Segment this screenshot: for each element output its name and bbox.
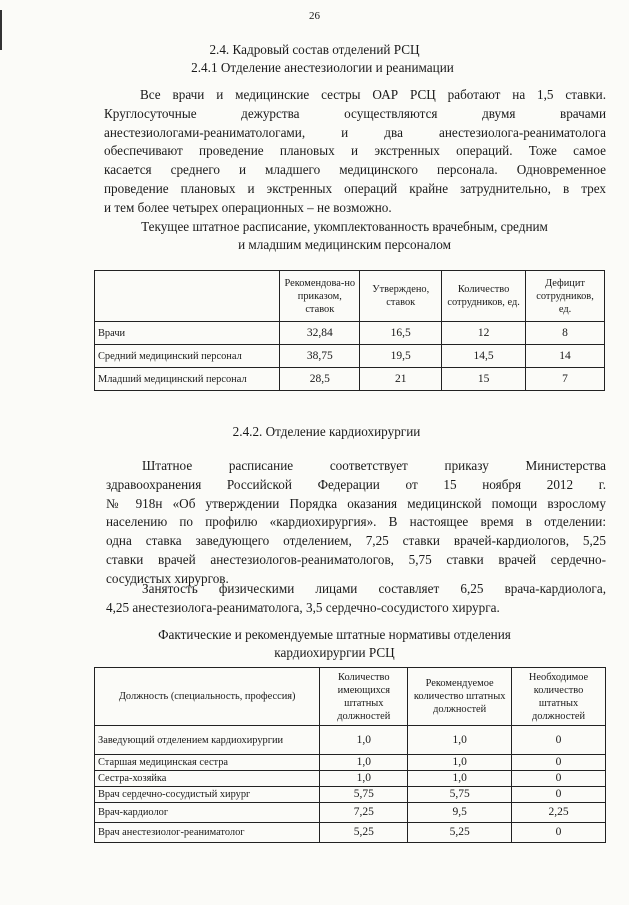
caption-line: Текущее штатное расписание, укомплектованность врачебным, средним <box>141 219 548 234</box>
paragraph-line: одна ставка заведующего отделением, 7,25 ставки врачей-кардиологов, 5,25 <box>106 533 606 549</box>
header-cell: Рекомендова-но приказом, ставок <box>280 271 360 322</box>
cell-required: 2,25 <box>512 803 606 823</box>
caption-line: и младшим медицинским персоналом <box>238 237 451 252</box>
header-cell <box>95 271 280 322</box>
table-row <box>95 726 606 755</box>
cell-deficit: 8 <box>526 322 605 345</box>
paragraph-line: Все врачи и медицинские сестры ОАР РСЦ работают на 1,5 ставки. <box>140 87 606 102</box>
table-row <box>95 368 605 391</box>
paragraph-line: № 918н «Об утверждении Порядка оказания медицинской помощи взрослому <box>106 495 606 511</box>
staffing-table-1 <box>94 270 605 391</box>
cell-existing: 1,0 <box>320 771 408 787</box>
cell-recommended: 32,84 <box>280 322 360 345</box>
header-cell: Количество сотрудников, ед. <box>442 271 526 322</box>
paragraph-line: 4,25 анестезиолога-реаниматолога, 3,5 сердечно-сосудистого хирурга. <box>106 599 500 615</box>
paragraph-line: сосудистых хирургов. <box>106 570 229 586</box>
cell-recommended: 5,75 <box>408 787 512 803</box>
subsection-1-title: 2.4.1 Отделение анестезиологии и реанимации <box>191 60 454 75</box>
paragraph-line: обеспечивают проведение плановых и экстренных операций. Тоже самое <box>104 143 606 159</box>
header-cell: Дефицит сотрудников, ед. <box>526 271 605 322</box>
caption-line: Фактические и рекомендуемые штатные нормативы отделения <box>158 627 511 642</box>
cell-position: Врач сердечно-сосудистый хирург <box>95 787 320 803</box>
table-row <box>95 322 605 345</box>
cell-required: 0 <box>512 726 606 755</box>
cell-deficit: 7 <box>526 368 605 391</box>
table-row <box>95 755 606 771</box>
table-2-caption <box>20 626 629 662</box>
cell-recommended: 38,75 <box>280 345 360 368</box>
cell-position: Врачи <box>95 322 280 345</box>
cell-existing: 7,25 <box>320 803 408 823</box>
cell-existing: 5,75 <box>320 787 408 803</box>
cell-approved: 19,5 <box>360 345 442 368</box>
paragraph-2 <box>106 457 606 589</box>
cell-position: Сестра-хозяйка <box>95 771 320 787</box>
cell-recommended: 9,5 <box>408 803 512 823</box>
page-number: 26 <box>309 10 320 22</box>
cell-staff-count: 12 <box>442 322 526 345</box>
paragraph-line: Круглосуточные дежурства осуществляются двумя врачами <box>104 105 606 121</box>
paragraph-line: проведение плановых и экстренных операций крайне затруднительно, в трех <box>104 180 606 196</box>
cell-position: Старшая медицинская сестра <box>95 755 320 771</box>
table-row <box>95 823 606 843</box>
table-row <box>95 787 606 803</box>
cell-staff-count: 15 <box>442 368 526 391</box>
table-row <box>95 345 605 368</box>
paragraph-line: Занятость физическими лицами составляет 6,25 врача-кардиолога, <box>142 581 606 596</box>
cell-staff-count: 14,5 <box>442 345 526 368</box>
cell-required: 0 <box>512 771 606 787</box>
cell-position: Врач-кардиолог <box>95 803 320 823</box>
cell-deficit: 14 <box>526 345 605 368</box>
table-1-caption <box>30 218 629 254</box>
cell-recommended: 28,5 <box>280 368 360 391</box>
table-header-row <box>95 271 605 322</box>
cell-position: Заведующий отделением кардиохирургии <box>95 726 320 755</box>
cell-approved: 16,5 <box>360 322 442 345</box>
cell-position: Средний медицинский персонал <box>95 345 280 368</box>
cell-position: Младший медицинский персонал <box>95 368 280 391</box>
cell-required: 0 <box>512 755 606 771</box>
header-cell: Необходимое количество штатных должностей <box>512 668 606 726</box>
cell-existing: 1,0 <box>320 755 408 771</box>
cell-required: 0 <box>512 823 606 843</box>
staffing-table-2 <box>94 667 606 843</box>
paragraph-line: Штатное расписание соответствует приказу Министерства <box>142 458 606 473</box>
table-row <box>95 803 606 823</box>
cell-existing: 1,0 <box>320 726 408 755</box>
header-cell: Должность (специальность, профессия) <box>95 668 320 726</box>
cell-approved: 21 <box>360 368 442 391</box>
header-cell: Утверждено, ставок <box>360 271 442 322</box>
paragraph-line: здравоохранения Российской Федерации от 15 ноября 2012 г. <box>106 476 606 492</box>
paragraph-line: и тем более четырех операционных – не возможно. <box>104 199 392 215</box>
cell-existing: 5,25 <box>320 823 408 843</box>
cell-recommended: 1,0 <box>408 755 512 771</box>
cell-position: Врач анестезиолог-реаниматолог <box>95 823 320 843</box>
paragraph-line: населению по профилю «кардиохирургия». В настоящее время в отделении: <box>106 514 606 530</box>
paragraph-line: анестезиологами-реаниматологами, и два анестезиолога-реаниматолога <box>104 124 606 140</box>
paragraph-1 <box>104 86 606 218</box>
cell-recommended: 1,0 <box>408 771 512 787</box>
paragraph-line: касается среднего и младшего медицинского персонала. Одновременное <box>104 162 606 178</box>
table-header-row <box>95 668 606 726</box>
cell-recommended: 5,25 <box>408 823 512 843</box>
cell-required: 0 <box>512 787 606 803</box>
cell-recommended: 1,0 <box>408 726 512 755</box>
paragraph-3 <box>106 580 606 618</box>
header-cell: Количество имеющихся штатных должностей <box>320 668 408 726</box>
paragraph-line: ставки врачей анестезиологов-реаниматологов, 5,75 ставки врачей сердечно- <box>106 551 606 567</box>
subsection-2-title: 2.4.2. Отделение кардиохирургии <box>232 424 421 439</box>
header-cell: Рекомендуемое количество штатных должностей <box>408 668 512 726</box>
caption-line: кардиохирургии РСЦ <box>274 645 395 660</box>
table-row <box>95 771 606 787</box>
section-title: 2.4. Кадровый состав отделений РСЦ <box>209 42 420 57</box>
